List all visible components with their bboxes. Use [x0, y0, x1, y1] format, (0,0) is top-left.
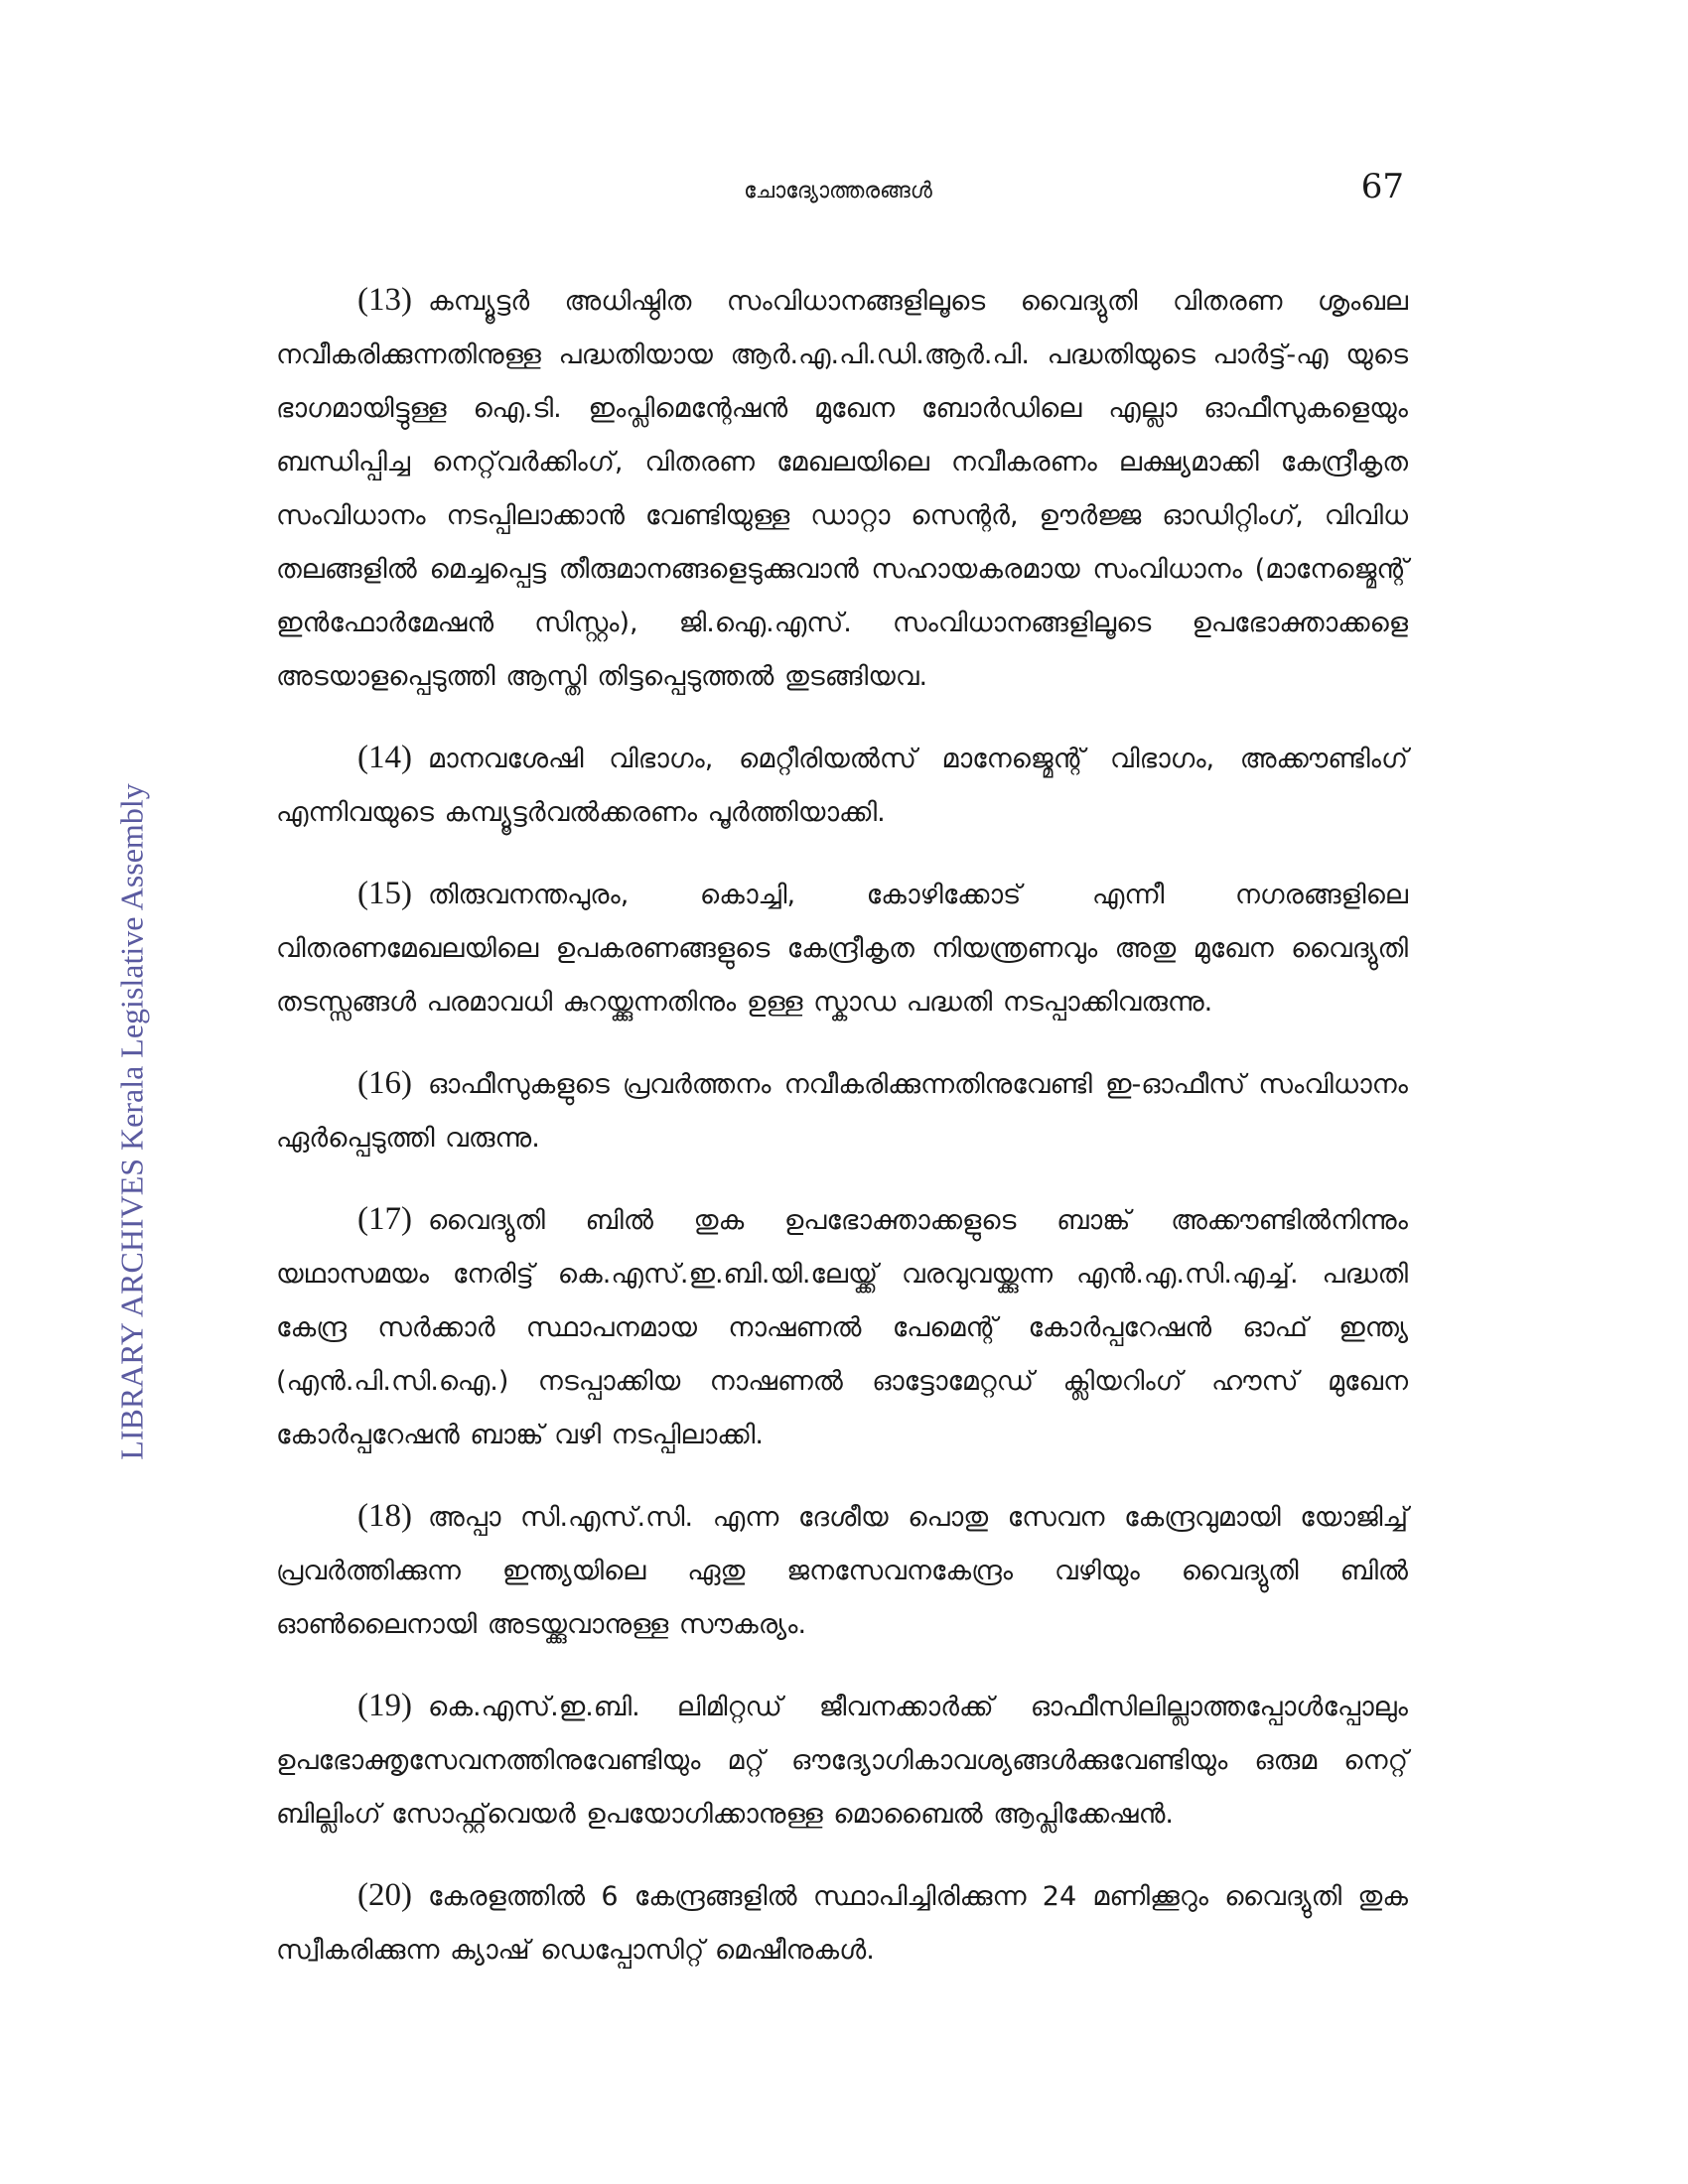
paragraph-text: മാനവശേഷി വിഭാഗം, മെറ്റീരിയൽസ് മാനേജ്മെന്റ് വിഭാഗം, അക്കൗണ്ടിംഗ് എന്നിവയുടെ കമ്പ്യൂട്ടർവൽക്കരണം പൂർത്തിയാക്കി.: [276, 744, 1408, 828]
paragraph-text: അപ്പാ സി.എസ്.സി. എന്ന ദേശീയ പൊതു സേവന കേന്ദ്രവുമായി യോജിച്ച് പ്രവർത്തിക്കുന്ന ഇന്ത്യയിലെ ഏതു ജനസേവനകേന്ദ്രം വഴിയും വൈദ്യുതി ബിൽ ഓൺലൈനായി അടയ്ക്കുവാനുള്ള സൗകര്യം.: [276, 1502, 1408, 1640]
paragraph-14: [276, 731, 1408, 840]
archive-watermark: LIBRARY ARCHIVES Kerala Legislative Assembly: [113, 783, 150, 1460]
page-number: 67: [1360, 167, 1404, 206]
paragraph-15: [276, 867, 1408, 1029]
paragraph-number: (16): [357, 1065, 412, 1101]
paragraph-number: (14): [357, 740, 412, 775]
paragraph-19: [276, 1679, 1408, 1842]
paragraph-text: കെ.എസ്.ഇ.ബി. ലിമിറ്റഡ് ജീവനക്കാർക്ക് ഓഫീസിലില്ലാത്തപ്പോൾപ്പോലും ഉപഭോക്തൃസേവനത്തിനുവേണ്ടിയും മറ്റ് ഔദ്യോഗികാവശ്യങ്ങൾക്കുവേണ്ടിയും ഒരുമ നെറ്റ് ബില്ലിംഗ് സോഫ്റ്റ്‌വെയർ ഉപയോഗിക്കാനുള്ള മൊബൈൽ ആപ്ലിക്കേഷൻ.: [276, 1692, 1408, 1830]
paragraph-13: [276, 273, 1408, 704]
paragraph-text: കമ്പ്യൂട്ടർ അധിഷ്ഠിത സംവിധാനങ്ങളിലൂടെ വൈദ്യുതി വിതരണ ശൃംഖല നവീകരിക്കുന്നതിനുള്ള പദ്ധതിയായ ആർ.എ.പി.ഡി.ആർ.പി. പദ്ധതിയുടെ പാർട്ട്-എ യുടെ ഭാഗമായിട്ടുള്ള ഐ.ടി. ഇംപ്ലിമെന്റേഷൻ മുഖേന ബോർഡിലെ എല്ലാ ഓഫീസുകളെയും ബന്ധിപ്പിച്ച നെറ്റ്‌വർക്കിംഗ്, വിതരണ മേഖലയിലെ നവീകരണം ലക്ഷ്യമാക്കി കേന്ദ്രീകൃത സംവിധാനം നടപ്പിലാക്കാൻ വേണ്ടിയുള്ള ഡാറ്റാ സെന്റർ, ഊർജ്ജ ഓഡിറ്റിംഗ്, വിവിധ തലങ്ങളിൽ മെച്ചപ്പെട്ട തീരുമാനങ്ങളെടുക്കുവാൻ സഹായകരമായ സംവിധാനം (മാനേജ്മെന്റ് ഇൻഫോർമേഷൻ സിസ്റ്റം), ജി.ഐ.എസ്. സംവിധാനങ്ങളിലൂടെ ഉപഭോക്താക്കളെ അടയാളപ്പെടുത്തി ആസ്തി തിട്ടപ്പെടുത്തൽ തുടങ്ങിയവ.: [276, 286, 1408, 692]
paragraph-text: ഓഫീസുകളുടെ പ്രവർത്തനം നവീകരിക്കുന്നതിനുവേണ്ടി ഇ-ഓഫീസ് സംവിധാനം ഏർപ്പെടുത്തി വരുന്നു.: [276, 1069, 1408, 1154]
paragraph-17: [276, 1192, 1408, 1462]
document-body: [276, 273, 1408, 2004]
page-header: [268, 167, 1408, 226]
paragraph-number: (18): [357, 1498, 412, 1534]
paragraph-text: തിരുവനന്തപുരം, കൊച്ചി, കോഴിക്കോട് എന്നീ നഗരങ്ങളിലെ വിതരണമേഖലയിലെ ഉപകരണങ്ങളുടെ കേന്ദ്രീകൃത നിയന്ത്രണവും അതു മുഖേന വൈദ്യുതി തടസ്സങ്ങൾ പരമാവധി കുറയ്ക്കുന്നതിനും ഉള്ള സ്കാഡ പദ്ധതി നടപ്പാക്കിവരുന്നു.: [276, 880, 1408, 1018]
paragraph-number: (15): [357, 876, 412, 911]
paragraph-18: [276, 1489, 1408, 1652]
paragraph-number: (17): [357, 1201, 412, 1237]
paragraph-text: കേരളത്തിൽ 6 കേന്ദ്രങ്ങളിൽ സ്ഥാപിച്ചിരിക്കുന്ന 24 മണിക്കൂറും വൈദ്യുതി തുക സ്വീകരിക്കുന്ന ക്യാഷ് ഡെപ്പോസിറ്റ് മെഷീനുകൾ.: [276, 1881, 1408, 1966]
running-title: ചോദ്യോത്തരങ്ങൾ: [744, 179, 932, 204]
paragraph-text: വൈദ്യുതി ബിൽ തുക ഉപഭോക്താക്കളുടെ ബാങ്ക് അക്കൗണ്ടിൽനിന്നും യഥാസമയം നേരിട്ട് കെ.എസ്.ഇ.ബി.യി.ലേയ്ക്ക് വരവുവയ്ക്കുന്ന എൻ.എ.സി.എച്ച്. പദ്ധതി കേന്ദ്ര സർക്കാർ സ്ഥാപനമായ നാഷണൽ പേമെന്റ് കോർപ്പറേഷൻ ഓഫ് ഇന്ത്യ (എൻ.പി.സി.ഐ.) നടപ്പാക്കിയ നാഷണൽ ഓട്ടോമേറ്റഡ് ക്ലിയറിംഗ് ഹൗസ് മുഖേന കോർപ്പറേഷൻ ബാങ്ക് വഴി നടപ്പിലാക്കി.: [276, 1205, 1408, 1450]
paragraph-number: (20): [357, 1877, 412, 1913]
paragraph-16: [276, 1056, 1408, 1165]
paragraph-20: [276, 1868, 1408, 1978]
paragraph-number: (13): [357, 282, 412, 318]
paragraph-number: (19): [357, 1688, 412, 1723]
